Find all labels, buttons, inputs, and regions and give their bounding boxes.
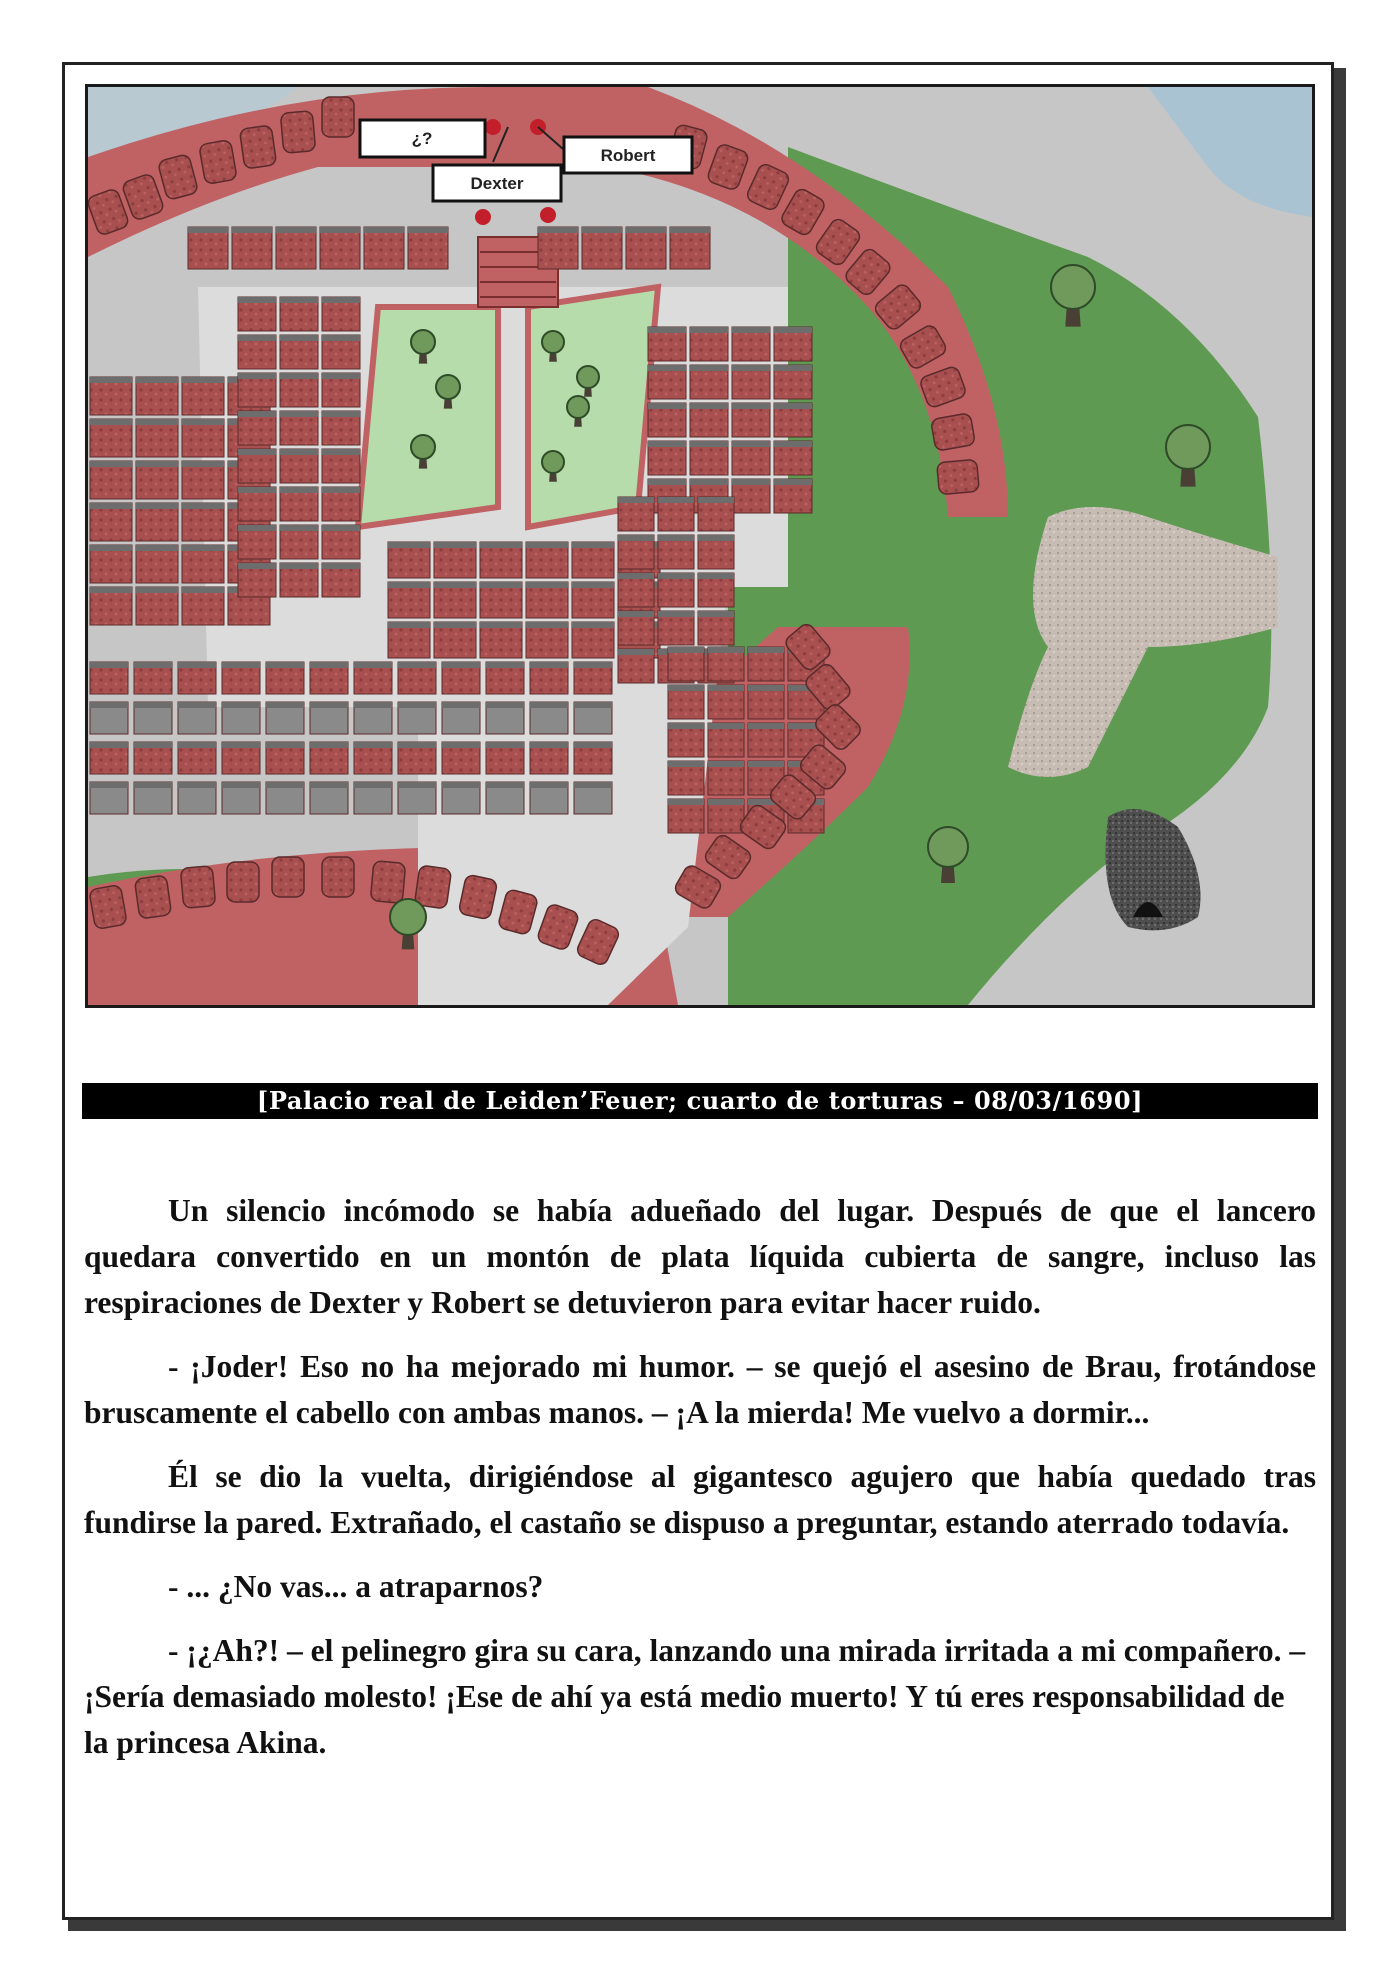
map-label-unknown-text: ¿? — [411, 129, 433, 148]
house — [442, 702, 480, 734]
house — [732, 479, 770, 513]
house — [178, 742, 216, 774]
house — [182, 377, 224, 415]
house — [434, 542, 476, 578]
wall-tower — [134, 875, 171, 919]
map-label-dexter-text: Dexter — [470, 174, 524, 193]
house — [442, 782, 480, 814]
house — [90, 377, 132, 415]
house — [530, 742, 568, 774]
house — [408, 227, 448, 269]
house — [572, 582, 614, 618]
wall-tower — [322, 857, 354, 897]
house — [690, 365, 728, 399]
house — [90, 662, 128, 694]
house — [658, 611, 694, 645]
character-marker — [485, 119, 501, 135]
house — [668, 647, 704, 681]
house — [574, 782, 612, 814]
house — [648, 365, 686, 399]
house — [530, 782, 568, 814]
house — [690, 327, 728, 361]
city-map-illustration — [88, 87, 1312, 1005]
house — [574, 662, 612, 694]
house — [574, 702, 612, 734]
house — [266, 782, 304, 814]
house — [668, 723, 704, 757]
house — [658, 535, 694, 569]
house — [690, 441, 728, 475]
house — [134, 702, 172, 734]
house — [698, 611, 734, 645]
house — [136, 545, 178, 583]
house — [748, 647, 784, 681]
house — [708, 647, 744, 681]
house — [354, 782, 392, 814]
paragraph: - ¡Joder! Eso no ha mejorado mi humor. – se quejó el asesino de Brau, frotándose bruscamente el cabello con ambas manos. – ¡A la mierda! Me vuelvo a dormir... — [84, 1349, 1316, 1430]
house — [238, 373, 276, 407]
house — [238, 487, 276, 521]
house — [182, 587, 224, 625]
house — [480, 542, 522, 578]
house — [572, 622, 614, 658]
house — [280, 335, 318, 369]
house — [774, 441, 812, 475]
house — [238, 297, 276, 331]
wall-tower — [937, 459, 980, 494]
house — [136, 377, 178, 415]
house — [708, 685, 744, 719]
scene-caption: [Palacio real de Leiden’Feuer; cuarto de torturas – 08/03/1690] — [82, 1083, 1318, 1119]
house — [320, 227, 360, 269]
house — [658, 497, 694, 531]
house — [748, 685, 784, 719]
house — [582, 227, 622, 269]
wall-tower — [370, 861, 405, 904]
wall-tower — [227, 862, 259, 902]
house — [280, 449, 318, 483]
house — [322, 335, 360, 369]
house — [648, 327, 686, 361]
house — [310, 662, 348, 694]
house — [442, 742, 480, 774]
house — [322, 563, 360, 597]
house — [698, 535, 734, 569]
house — [732, 365, 770, 399]
house — [222, 742, 260, 774]
wall-tower — [322, 97, 354, 137]
house — [238, 335, 276, 369]
house — [182, 503, 224, 541]
house — [364, 227, 404, 269]
house — [178, 782, 216, 814]
house — [266, 662, 304, 694]
house — [182, 419, 224, 457]
house — [238, 525, 276, 559]
house — [648, 441, 686, 475]
house — [136, 419, 178, 457]
house — [774, 365, 812, 399]
house — [774, 403, 812, 437]
house — [90, 587, 132, 625]
house — [486, 702, 524, 734]
house — [222, 702, 260, 734]
house — [266, 702, 304, 734]
house — [668, 799, 704, 833]
house — [708, 723, 744, 757]
house — [538, 227, 578, 269]
character-marker — [475, 209, 491, 225]
house — [434, 582, 476, 618]
house — [178, 702, 216, 734]
house — [322, 487, 360, 521]
house — [668, 761, 704, 795]
wall-tower — [89, 885, 127, 930]
house — [618, 649, 654, 683]
wall-tower — [239, 125, 276, 169]
house — [572, 542, 614, 578]
paragraph: - ... ¿No vas... a atraparnos? — [168, 1569, 544, 1604]
house — [310, 782, 348, 814]
house — [90, 545, 132, 583]
wall-tower — [180, 866, 215, 909]
house — [774, 479, 812, 513]
house — [322, 411, 360, 445]
house — [136, 503, 178, 541]
house — [388, 622, 430, 658]
house — [90, 419, 132, 457]
house — [398, 742, 436, 774]
house — [90, 742, 128, 774]
house — [322, 373, 360, 407]
house — [238, 411, 276, 445]
house — [658, 573, 694, 607]
house — [310, 702, 348, 734]
house — [322, 525, 360, 559]
house — [182, 461, 224, 499]
house — [232, 227, 272, 269]
house — [708, 761, 744, 795]
house — [134, 662, 172, 694]
paragraph: Un silencio incómodo se había adueñado del lugar. Después de que el lancero quedara convertido en un montón de plata líquida cubierta de sangre, incluso las respiraciones de Dexter y Robert se detuvieron para evitar hacer ruido. — [84, 1193, 1316, 1320]
map-label-robert — [564, 137, 692, 173]
house — [398, 782, 436, 814]
wall-tower — [199, 140, 237, 185]
house — [708, 799, 744, 833]
house — [526, 622, 568, 658]
house — [388, 582, 430, 618]
map-label-unknown — [360, 120, 485, 157]
city-map — [85, 84, 1315, 1008]
paragraph: - ¡¿Ah?! – el pelinegro gira su cara, lanzando una mirada irritada a mi compañero. – ¡Sería demasiado molesto! ¡Ese de ahí ya está medio muerto! Y tú eres responsabilidad de la princesa Akina. — [84, 1633, 1306, 1760]
house — [732, 403, 770, 437]
house — [618, 497, 654, 531]
house — [774, 327, 812, 361]
house — [574, 742, 612, 774]
house — [280, 373, 318, 407]
house — [618, 573, 654, 607]
house — [222, 662, 260, 694]
house — [398, 702, 436, 734]
house — [238, 563, 276, 597]
house — [670, 227, 710, 269]
house — [322, 449, 360, 483]
house — [322, 297, 360, 331]
wall-tower — [280, 111, 315, 154]
house — [188, 227, 228, 269]
house — [480, 582, 522, 618]
house — [276, 227, 316, 269]
map-label-dexter — [433, 165, 561, 201]
house — [668, 685, 704, 719]
house — [238, 449, 276, 483]
house — [732, 327, 770, 361]
house — [618, 535, 654, 569]
house — [90, 702, 128, 734]
house — [136, 587, 178, 625]
house — [486, 782, 524, 814]
house — [90, 782, 128, 814]
house — [526, 582, 568, 618]
wall-tower — [272, 857, 304, 897]
house — [388, 542, 430, 578]
house — [618, 611, 654, 645]
house — [266, 742, 304, 774]
house — [442, 662, 480, 694]
wall-tower — [931, 413, 976, 451]
house — [178, 662, 216, 694]
house — [134, 782, 172, 814]
house — [136, 461, 178, 499]
character-marker — [540, 207, 556, 223]
map-label-robert-text: Robert — [600, 146, 656, 165]
house — [486, 662, 524, 694]
garden-right — [528, 287, 658, 527]
house — [310, 742, 348, 774]
house — [732, 441, 770, 475]
house — [280, 487, 318, 521]
house — [280, 525, 318, 559]
house — [398, 662, 436, 694]
house — [690, 403, 728, 437]
paragraph: Él se dio la vuelta, dirigiéndose al gigantesco agujero que había quedado tras fundirse la pared. Extrañado, el castaño se dispuso a preguntar, estando aterrado todavía. — [84, 1459, 1316, 1540]
house — [698, 497, 734, 531]
house — [280, 563, 318, 597]
house — [480, 622, 522, 658]
house — [530, 702, 568, 734]
house — [626, 227, 666, 269]
house — [90, 461, 132, 499]
house — [354, 702, 392, 734]
house — [486, 742, 524, 774]
house — [222, 782, 260, 814]
house — [354, 742, 392, 774]
house — [530, 662, 568, 694]
house — [748, 723, 784, 757]
house — [434, 622, 476, 658]
house — [280, 411, 318, 445]
house — [526, 542, 568, 578]
house — [354, 662, 392, 694]
house — [280, 297, 318, 331]
house — [698, 573, 734, 607]
house — [90, 503, 132, 541]
house — [134, 742, 172, 774]
house — [648, 403, 686, 437]
house — [182, 545, 224, 583]
story-text — [84, 1188, 1316, 1784]
